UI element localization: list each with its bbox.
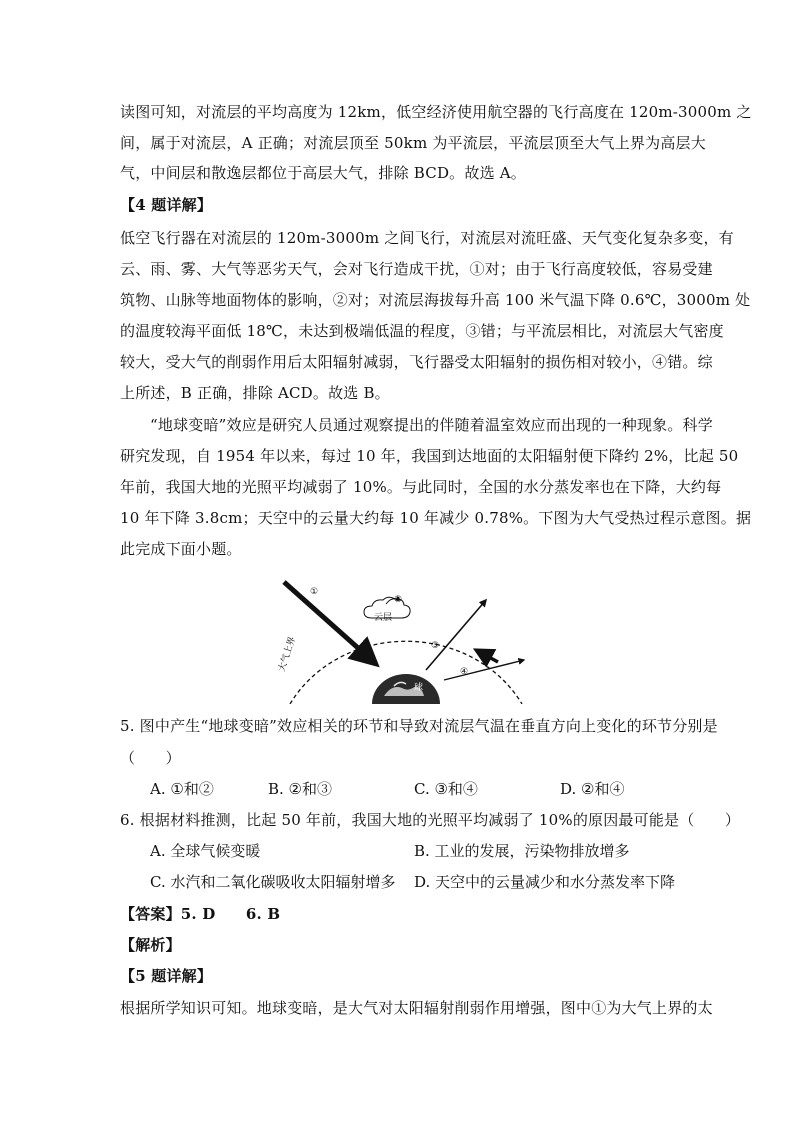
question-5-stem: 5. 图中产生“地球变暗”效应相关的环节和导致对流层气温在垂直方向上变化的环节分别是 xyxy=(120,717,718,735)
q5-option-a: A. ①和② xyxy=(150,780,214,798)
q5-option-d: D. ②和④ xyxy=(560,780,625,798)
solar-radiation-arrow xyxy=(284,582,376,664)
text-line: 低空飞行器在对流层的 120m-3000m 之间飞行，对流层对流旺盛、天气变化复杂多变，有 xyxy=(120,229,734,247)
marker-1: ① xyxy=(310,587,319,597)
q5-option-c: C. ③和④ xyxy=(414,780,478,798)
text-line: 较大，受大气的削弱作用后太阳辐射减弱，飞行器受太阳辐射的损伤相对较小，④错。综 xyxy=(120,353,713,371)
question-5-bracket: （ ） xyxy=(120,749,181,767)
earth-globe xyxy=(372,674,440,704)
section-heading-q5: 【5 题详解】 xyxy=(120,967,213,985)
answer-line: 【答案】5. D 6. B xyxy=(120,905,281,923)
text-line: 的温度较海平面低 18℃，未达到极端低温的程度，③错；与平流层相比，对流层大气密度 xyxy=(120,322,724,340)
marker-2: ② xyxy=(394,595,403,605)
atmosphere-top-label: 大气上界 xyxy=(277,635,298,673)
material-line: 年前，我国大地的光照平均减弱了 10%。与此同时，全国的水分蒸发率也在下降，大约每 xyxy=(120,478,722,496)
text-line: 气，中间层和散逸层都位于高层大气，排除 BCD。故选 A。 xyxy=(120,164,526,182)
marker-4: ④ xyxy=(460,667,469,677)
q6-option-b: B. 工业的发展，污染物排放增多 xyxy=(414,842,630,860)
material-paragraph: “地球变暗”效应是研究人员通过观察提出的伴随着温室效应而出现的一种现象。科学 xyxy=(150,416,713,434)
earth-label: 球 xyxy=(414,683,424,693)
surface-outgoing-arrow xyxy=(444,660,524,680)
q6-option-d: D. 天空中的云量减少和水分蒸发率下降 xyxy=(414,873,676,891)
q6-option-c: C. 水汽和二氧化碳吸收太阳辐射增多 xyxy=(150,873,396,891)
text-line: 筑物、山脉等地面物体的影响，②对；对流层海拔每升高 100 米气温下降 0.6℃，3000m 处 xyxy=(120,291,751,309)
cloud-label: 云层 xyxy=(374,613,393,623)
text-line: 云、雨、雾、大气等恶劣天气，会对飞行造成干扰，①对；由于飞行高度较低，容易受建 xyxy=(120,260,713,278)
material-line: 此完成下面小题。 xyxy=(120,540,242,558)
analysis-heading: 【解析】 xyxy=(120,936,181,954)
text-line: 间，属于对流层，A 正确；对流层顶至 50km 为平流层，平流层顶至大气上界为高层大 xyxy=(120,134,706,152)
material-line: 10 年下降 3.8cm；天空中的云量大约每 10 年减少 0.78%。下图为大气受热过程示意图。据 xyxy=(120,509,752,527)
q6-option-a: A. 全球气候变暖 xyxy=(150,842,261,860)
text-line: 上所述，B 正确，排除 ACD。故选 B。 xyxy=(120,384,390,402)
text-line: 读图可知，对流层的平均高度为 12km，低空经济使用航空器的飞行高度在 120m-3000m 之 xyxy=(120,103,752,121)
atmosphere-heating-diagram xyxy=(276,576,526,704)
marker-3: ③ xyxy=(431,641,440,651)
section-heading-q4: 【4 题详解】 xyxy=(120,196,213,214)
material-line: 研究发现，自 1954 年以来，每过 10 年，我国到达地面的太阳辐射便下降约 2%，比起 50 xyxy=(120,447,739,465)
question-6-stem: 6. 根据材料推测，比起 50 年前，我国大地的光照平均减弱了 10%的原因最可能是（ ） xyxy=(120,811,741,829)
q5-option-b: B. ②和③ xyxy=(268,780,333,798)
text-line: 根据所学知识可知。地球变暗，是大气对太阳辐射削弱作用增强，图中①为大气上界的太 xyxy=(120,999,713,1017)
counter-radiation-arrow xyxy=(476,650,498,662)
